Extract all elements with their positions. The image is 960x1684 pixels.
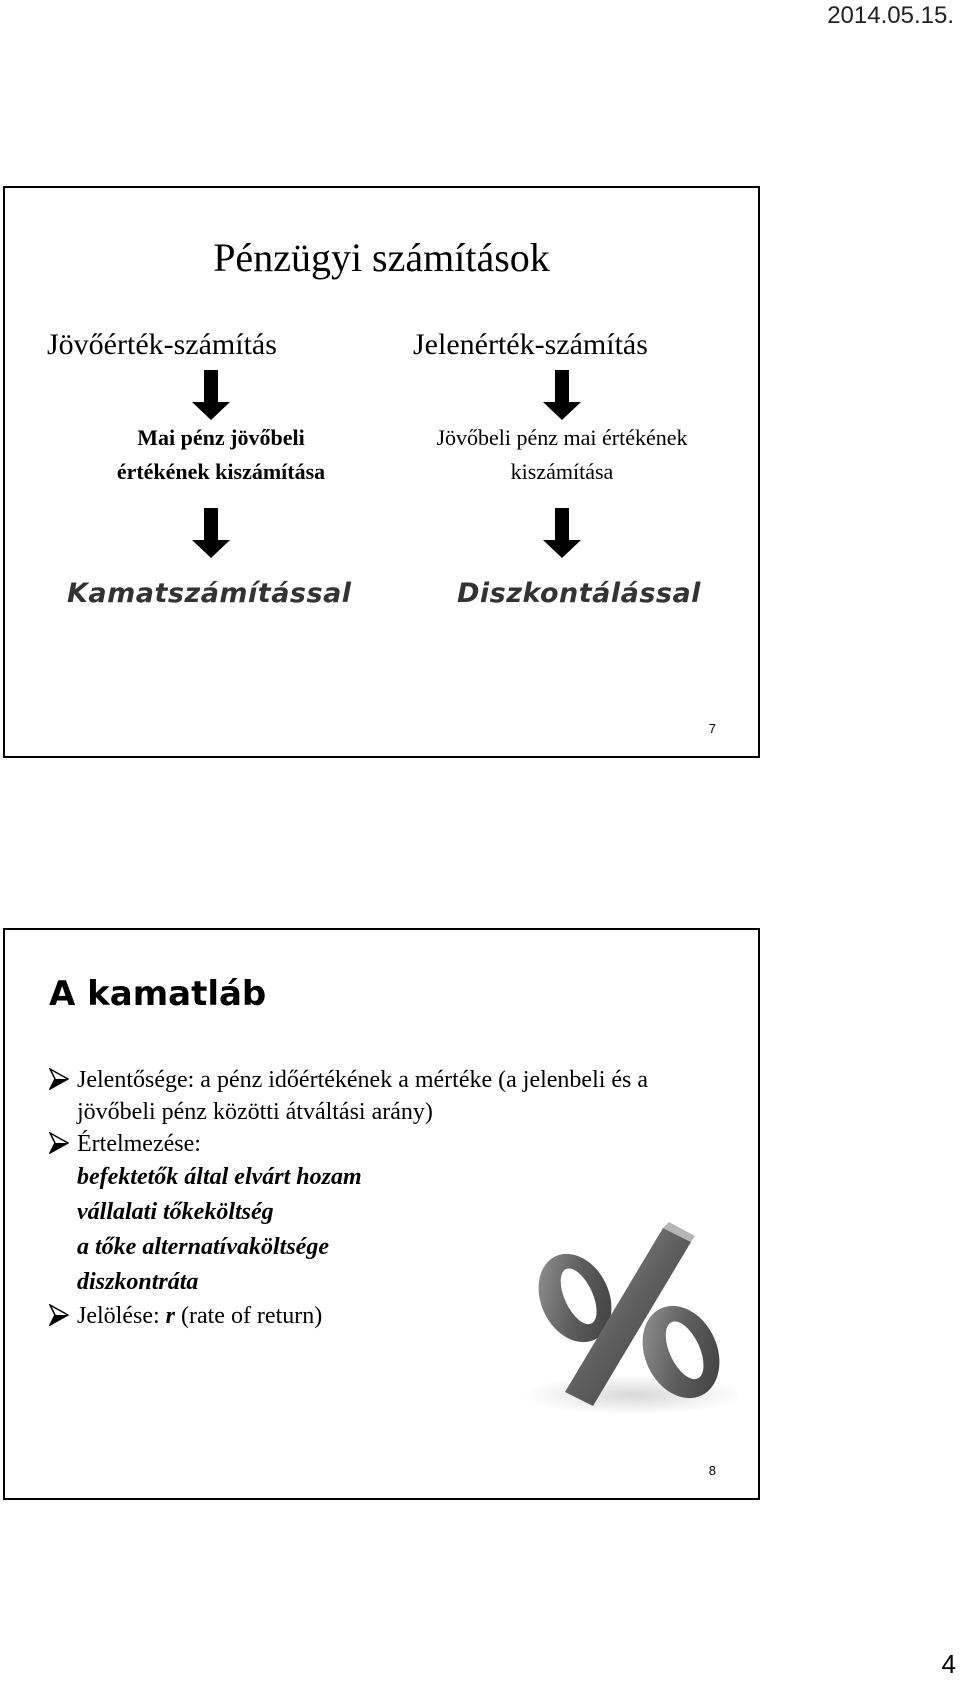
future-value-method: Kamatszámítással — [67, 578, 352, 609]
down-arrow-icon — [543, 508, 581, 558]
future-value-description-line: értékének kiszámítása — [116, 459, 326, 484]
present-value-method: Diszkontálással — [457, 578, 701, 609]
slide-number: 8 — [708, 1463, 716, 1478]
arrowhead-bullet-icon — [49, 1132, 69, 1154]
slide-8 — [3, 928, 760, 1500]
slide-title: Pénzügyi számítások — [213, 235, 550, 280]
slide-title: A kamatláb — [49, 974, 267, 1014]
bullet-item — [47, 1064, 687, 1128]
future-value-description — [101, 421, 341, 489]
slide-number: 7 — [708, 721, 716, 736]
future-value-description-line: Mai pénz jövőbeli — [137, 425, 305, 450]
future-value-heading: Jövőérték-számítás — [47, 328, 277, 361]
bullet-text: Értelmezése: — [77, 1131, 201, 1157]
present-value-heading: Jelenérték-számítás — [413, 328, 648, 361]
page-date: 2014.05.15. — [827, 2, 954, 29]
arrowhead-bullet-icon — [49, 1304, 69, 1326]
present-value-description-line: kiszámítása — [510, 459, 614, 484]
present-value-description-line: Jövőbeli pénz mai értékének — [436, 425, 688, 450]
arrowhead-bullet-icon — [49, 1068, 69, 1090]
page-number: 4 — [941, 1649, 956, 1679]
interpretation-item: vállalati tőkeköltség — [77, 1199, 274, 1225]
present-value-description — [397, 421, 727, 489]
interpretation-item: befektetők által elvárt hozam — [77, 1164, 362, 1190]
rate-symbol: r — [165, 1303, 175, 1329]
percent-sign-3d-image — [513, 1220, 739, 1416]
down-arrow-icon — [192, 370, 230, 420]
slide-7 — [3, 186, 760, 758]
down-arrow-icon — [192, 508, 230, 558]
bullet-text: (rate of return) — [174, 1303, 323, 1329]
interpretation-item: a tőke alternatívaköltsége — [77, 1234, 329, 1260]
bullet-text: Jelölése: — [77, 1303, 166, 1329]
bullet-text: Jelentősége: a pénz időértékének a mértéke (a jelenbeli és a jövőbeli pénz közötti átváltási arány) — [77, 1067, 649, 1125]
down-arrow-icon — [543, 370, 581, 420]
interpretation-item: diszkontráta — [77, 1269, 199, 1295]
bullet-item — [47, 1128, 687, 1160]
